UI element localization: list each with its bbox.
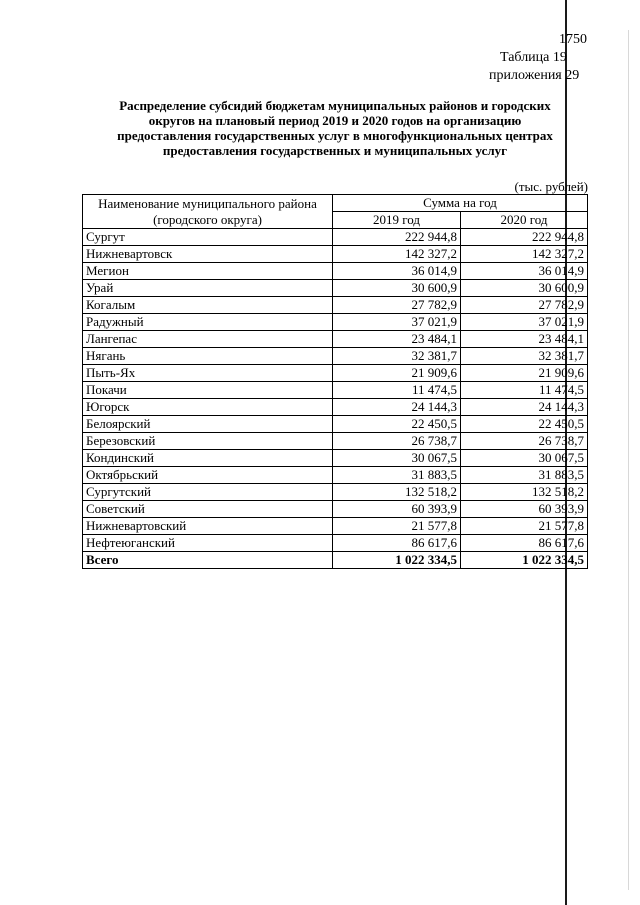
municipality-name: Урай [83, 280, 333, 297]
amount-2019: 86 617,6 [333, 535, 461, 552]
total-row [83, 552, 588, 569]
amount-2019: 30 067,5 [333, 450, 461, 467]
amount-2020: 26 738,7 [461, 433, 588, 450]
amount-2020: 30 600,9 [461, 280, 588, 297]
table-row [83, 331, 588, 348]
amount-2020: 60 393,9 [461, 501, 588, 518]
subsidies-table [82, 194, 588, 569]
municipality-name: Нижневартовск [83, 246, 333, 263]
municipality-name: Советский [83, 501, 333, 518]
unit-note: (тыс. рублей) [514, 179, 588, 194]
amount-2019: 132 518,2 [333, 484, 461, 501]
municipality-header-line1: Наименование муниципального района [98, 195, 317, 211]
table-row [83, 314, 588, 331]
amount-2020: 222 944,8 [461, 229, 588, 246]
table-header-row [83, 195, 588, 212]
amount-2019: 23 484,1 [333, 331, 461, 348]
amount-2019: 222 944,8 [333, 229, 461, 246]
year-2019-header: 2019 год [333, 212, 461, 229]
total-2019: 1 022 334,5 [333, 552, 461, 569]
municipality-header-line2: (городского округа) [153, 211, 262, 227]
amount-2020: 36 014,9 [461, 263, 588, 280]
municipality-name: Лангепас [83, 331, 333, 348]
table-row [83, 280, 588, 297]
municipality-name: Сургут [83, 229, 333, 246]
sum-column-header: Сумма на год [333, 195, 588, 212]
amount-2019: 37 021,9 [333, 314, 461, 331]
table-row [83, 229, 588, 246]
year-2020-header: 2020 год [461, 212, 588, 229]
amount-2019: 30 600,9 [333, 280, 461, 297]
amount-2020: 21 577,8 [461, 518, 588, 535]
amount-2020: 142 327,2 [461, 246, 588, 263]
municipality-name: Нижневартовский [83, 518, 333, 535]
municipality-name: Покачи [83, 382, 333, 399]
page-number: 1750 [559, 32, 587, 47]
amount-2019: 26 738,7 [333, 433, 461, 450]
amount-2020: 22 450,5 [461, 416, 588, 433]
municipality-name: Березовский [83, 433, 333, 450]
amount-2020: 30 067,5 [461, 450, 588, 467]
amount-2019: 142 327,2 [333, 246, 461, 263]
table-row [83, 501, 588, 518]
amount-2019: 36 014,9 [333, 263, 461, 280]
municipality-name: Белоярский [83, 416, 333, 433]
amount-2019: 31 883,5 [333, 467, 461, 484]
amount-2019: 32 381,7 [333, 348, 461, 365]
amount-2019: 27 782,9 [333, 297, 461, 314]
municipality-name: Югорск [83, 399, 333, 416]
table-row [83, 246, 588, 263]
table-row [83, 450, 588, 467]
municipality-name: Когалым [83, 297, 333, 314]
amount-2019: 21 577,8 [333, 518, 461, 535]
amount-2019: 24 144,3 [333, 399, 461, 416]
amount-2019: 21 909,6 [333, 365, 461, 382]
municipality-name: Радужный [83, 314, 333, 331]
amount-2020: 37 021,9 [461, 314, 588, 331]
table-row [83, 535, 588, 552]
municipality-column-header [83, 195, 333, 229]
total-2020: 1 022 334,5 [461, 552, 588, 569]
table-row [83, 348, 588, 365]
table-row [83, 484, 588, 501]
table-row [83, 467, 588, 484]
scan-edge-line [628, 30, 629, 890]
table-row [83, 518, 588, 535]
total-label: Всего [83, 552, 333, 569]
municipality-name: Кондинский [83, 450, 333, 467]
table-row [83, 433, 588, 450]
table-row [83, 382, 588, 399]
title-line: предоставления государственных и муниципальных услуг [162, 143, 508, 158]
title-line: округов на плановый период 2019 и 2020 годов на организацию [148, 113, 522, 128]
municipality-name: Октябрьский [83, 467, 333, 484]
document-title [88, 98, 582, 158]
amount-2019: 11 474,5 [333, 382, 461, 399]
municipality-name: Пыть-Ях [83, 365, 333, 382]
municipality-name: Мегион [83, 263, 333, 280]
table-row [83, 263, 588, 280]
amount-2020: 27 782,9 [461, 297, 588, 314]
table-number: Таблица 19 [500, 50, 567, 65]
amount-2020: 11 474,5 [461, 382, 588, 399]
amount-2020: 86 617,6 [461, 535, 588, 552]
table-row [83, 399, 588, 416]
amount-2020: 23 484,1 [461, 331, 588, 348]
title-line: предоставления государственных услуг в многофункциональных центрах [117, 128, 553, 143]
table-row [83, 365, 588, 382]
amount-2020: 21 909,6 [461, 365, 588, 382]
amount-2019: 60 393,9 [333, 501, 461, 518]
table-row [83, 416, 588, 433]
municipality-name: Нягань [83, 348, 333, 365]
appendix-reference: приложения 29 [489, 68, 580, 83]
amount-2020: 24 144,3 [461, 399, 588, 416]
amount-2020: 31 883,5 [461, 467, 588, 484]
amount-2020: 132 518,2 [461, 484, 588, 501]
title-line: Распределение субсидий бюджетам муниципальных районов и городских [119, 98, 551, 113]
amount-2020: 32 381,7 [461, 348, 588, 365]
municipality-name: Нефтеюганский [83, 535, 333, 552]
municipality-name: Сургутский [83, 484, 333, 501]
table-row [83, 297, 588, 314]
amount-2019: 22 450,5 [333, 416, 461, 433]
